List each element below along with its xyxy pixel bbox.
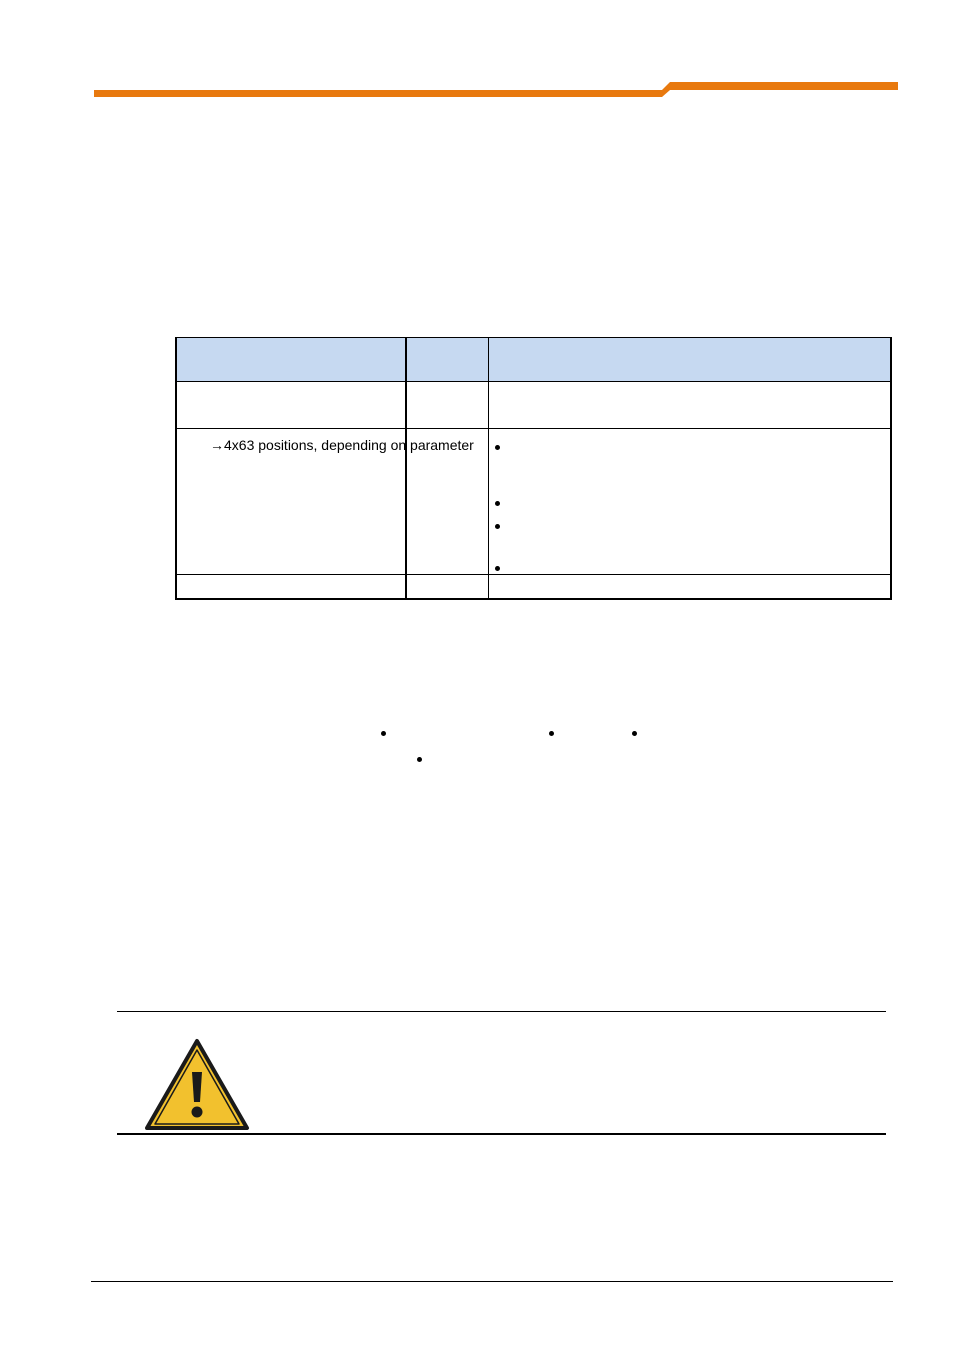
table-cell [176, 382, 406, 429]
option-subtext: →4x63 positions, depending on parameter [210, 436, 474, 453]
footer-rule [91, 1281, 893, 1282]
list-item [495, 493, 885, 509]
table-cell [406, 575, 488, 600]
table-cell [176, 575, 406, 600]
table-cell-options [210, 429, 891, 575]
list-item [495, 558, 885, 574]
bullet-icon [632, 731, 637, 736]
warning-bottom-rule [117, 1133, 886, 1135]
warning-triangle-icon [144, 1038, 250, 1132]
table-header-cell [488, 338, 891, 382]
table-row [176, 382, 891, 429]
parameter-table [175, 337, 892, 600]
table-header-cell [176, 338, 406, 382]
bullet-icon [495, 524, 500, 529]
list-item [495, 437, 885, 453]
bullet-icon [495, 501, 500, 506]
table-row [176, 429, 891, 575]
option-list [489, 429, 891, 580]
table-header-cell [406, 338, 488, 382]
list-item [495, 516, 885, 532]
table-cell [406, 382, 488, 429]
header-accent-shape [94, 82, 898, 97]
bullet-icon [417, 757, 422, 762]
bullet-icon [381, 731, 386, 736]
bullet-icon [495, 566, 500, 571]
table-cell [488, 382, 891, 429]
bullet-icon [549, 731, 554, 736]
bullet-icon [495, 445, 500, 450]
table-header-row [176, 338, 891, 382]
warning-top-rule [117, 1011, 886, 1012]
header-accent-bar [0, 0, 954, 110]
